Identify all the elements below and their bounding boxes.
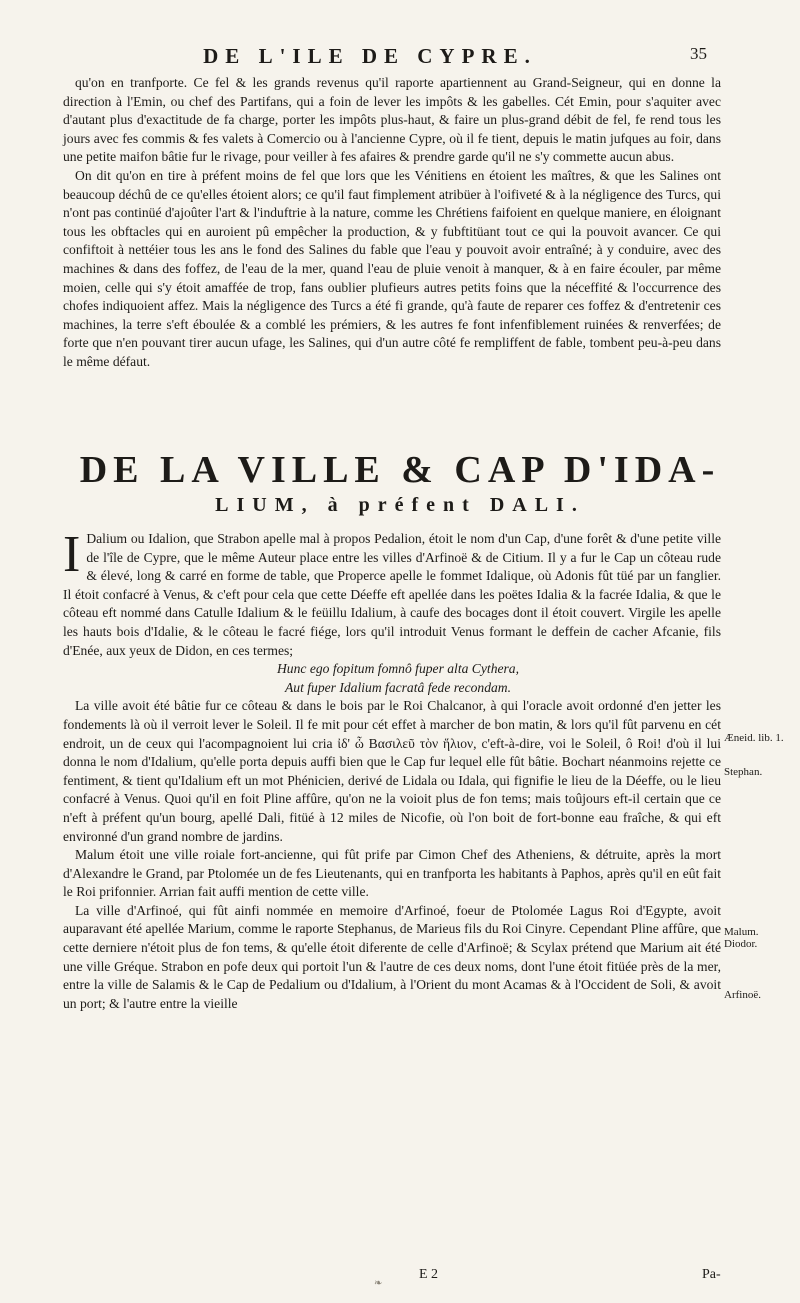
paragraph: Malum étoit une ville roiale fort-ancienne, qui fût prife par Cimon Chef des Atheniens, & détruite, après la mort d'Alexandre le Grand, par Ptolomée un de fes Lieutenants, qui en tranfporta les habitants à Paphos, après qu'il en eût fait le Roi prifonnier. Arrian fait auffi mention de cette ville. xyxy=(63,847,721,900)
page-number: 35 xyxy=(690,44,707,63)
margin-note-aeneid: Æneid. lib. 1. xyxy=(724,732,784,744)
verse-line: Hunc ego fopitum fomnô fuper alta Cythera, xyxy=(276,661,520,677)
margin-note-arsinoe: Arfinoë. xyxy=(724,989,761,1001)
paragraph-with-dropcap xyxy=(63,526,721,660)
running-head: DE L'ILE DE CYPRE. xyxy=(203,44,537,68)
paragraph: On dit qu'on en tire à préfent moins de fel que lors que les Vénitiens en étoient les maîtres, & que les Salines ont beaucoup déchû de ce qu'elles étoient alors; ce qu'il faut fimplement atribüer à l'oifiveté & à la négligence des Turcs, qui n'ont pas continüé d'ajoûter l'art & l'induftrie à la nature, comme les Chrétiens faifoient en quelque maniere, en éloignant tous les obftacles qui en auroient pû empêcher la production, & y fubftitüant tout ce qui la pouvoit avancer. Ce qui confiftoit à nettéier tous les ans le fond des Salines du fable que l'eau y pouvoit avoir entraîné; à y conduire, avec des machines & dans des foffez, de l'eau de la mer, quand l'eau de pluie venoit à manquer, & à en faire écouler, par même moien, celle qui s'y étoit amaffée de trop, fans oublier plufieurs autres petits foins que la néceffité & l'occurrence des chofes indiquoient affez. Mais la négligence des Turcs a été fi grande, qu'à faute de reparer ces foffez & d'entretenir ces machines, la terre s'eft éboulée & a comblé les prémiers, & les autres fe font infenfiblement ruinées & renverfées; de forte que n'en pouvant tirer aucun ufage, les Salines, qui d'un autre côté fe rempliffent de fable, tombent peu-à-peu dans le même défaut. xyxy=(63,167,721,369)
margin-note-stephan: Stephan. xyxy=(724,766,763,778)
ink-blot-ornament: ❧ xyxy=(374,1278,383,1289)
section-title-line-1: DE LA VILLE & CAP D'IDA- xyxy=(79,449,721,491)
catchword: Pa- xyxy=(702,1267,721,1282)
margin-note-malum: Malum. xyxy=(724,926,759,938)
dropcap-letter: I xyxy=(63,526,81,583)
section-2-text xyxy=(63,526,721,1013)
paragraph: La ville d'Arfinoé, qui fût ainfi nommée en memoire d'Arfinoé, foeur de Ptolomée Lagus Roi d'Egypte, avoit auparavant été apellée Marium, comme le raporte Stephanus, de Marieus fils du Roi Cinyre. Cependant Pline affûre, que cette derniere n'étoit plus de fon tems, & qu'elle étoit diferente de celle d'Arfinoë; & Scylax prétend que Marium ait été une ville Gréque. Strabon en pofe deux qui portoit l'un & l'autre de ces deux noms, dont l'une étoit fitüée près de la mer, entre la ville de Salamis & le Cap de Pedalium ou d'Idalium, à l'Orient du mont Acamas & à l'Occident de Soli, & avoit un port; & l'autre entre la vieille xyxy=(63,902,721,1011)
paragraph-text: Dalium ou Idalion, que Strabon apelle mal à propos Pedalion, étoit le nom d'un Cap, d'une forêt & d'une petite ville de l'île de Cypre, que le même Auteur place entre les villes d'Arfinoë & de Citium. Il y a fur le Cap un côteau rude & élevé, long & carré en forme de table, que Properce apelle le fommet Idalique, où Adonis fût tüé par un fanglier. Il étoit confacré à Venus, & c'eft pour cela que cette Déeffe eft apellée dans les poëtes Idalia & la facrée Idalia, & que le côteau eft nommé dans Catulle Idalium & le feüillu Idalium, à caufe des bocages dont il étoit couvert. Virgile les apelle les hauts bois d'Idalie, & le côteau le facré fiége, lors qu'il introduit Venus formant le deffein de cacher Afcanie, fils d'Enée, aux yeux de Didon, en ces termes; xyxy=(63,531,721,658)
signature-mark: E 2 xyxy=(419,1267,439,1282)
paragraph: La ville avoit été bâtie fur ce côteau & dans le bois par le Roi Chalcanor, à qui l'oracle avoit ordonné d'en jetter les fondements là où il verroit lever le Soleil. Il fe mit pour cét effet à marcher de bon matin, & lors qu'il fût parvenu en cét endroit, un de ceux qui l'acompagnoient lui cria ἰδ' ὦ Βασιλεῦ τὸν ἥλιον, c'eft-à-dire, voi le Soleil, ô Roi! d'où il lui donna le nom d'Idalium, qu'elle porta depuis auffi bien que le Cap fur lequel elle fût bâtie. Bochart néanmoins rejette ce fentiment, & tient qu'Idalium eft un mot Phénicien, derivé de Lidala ou Idala, qui fignifie le lieu de la Déeffe, ou le lieu confacré à Venus. Quoi qu'il en foit Pline affûre, qu'on ne la voioit plus de fon tems; mais toûjours eft-il certain que ce n'eft à préfent qu'un bourg, apellé Dali, fitüé à 12 miles de Nicofie, où l'on boit de fort-bonne eau fraîche, & qui eft environné d'un grand nombre de jardins. xyxy=(63,698,721,844)
paragraph: qu'on en tranfporte. Ce fel & les grands revenus qu'il raporte apartiennent au Grand-Seigneur, qui en donne la direction à l'Emin, ou chef des Partifans, qui a foin de lever les impôts & les gabelles. Cét Emin, pour s'aquiter avec d'autant plus d'exactitude de fa charge, porter les impôts plus-haut, & faire un plus-grand débit de fel, fe rend tous les jours avec fes commis & fes valets à Comercio ou à l'ancienne Cypre, où il fe tient, depuis le matin jufques au foir, dans une petite maifon bâtie fur le rivage, pour veiller à fes afaires & prendre garde qu'il ne s'y commette aucun abus. xyxy=(63,75,721,165)
section-title-line-2: LIUM, à préfent DALI. xyxy=(215,494,585,516)
section-1-text xyxy=(63,74,721,372)
margin-note-diodor: Diodor. xyxy=(724,938,758,950)
verse-line: Aut fuper Idalium facratâ fede recondam. xyxy=(284,679,512,695)
